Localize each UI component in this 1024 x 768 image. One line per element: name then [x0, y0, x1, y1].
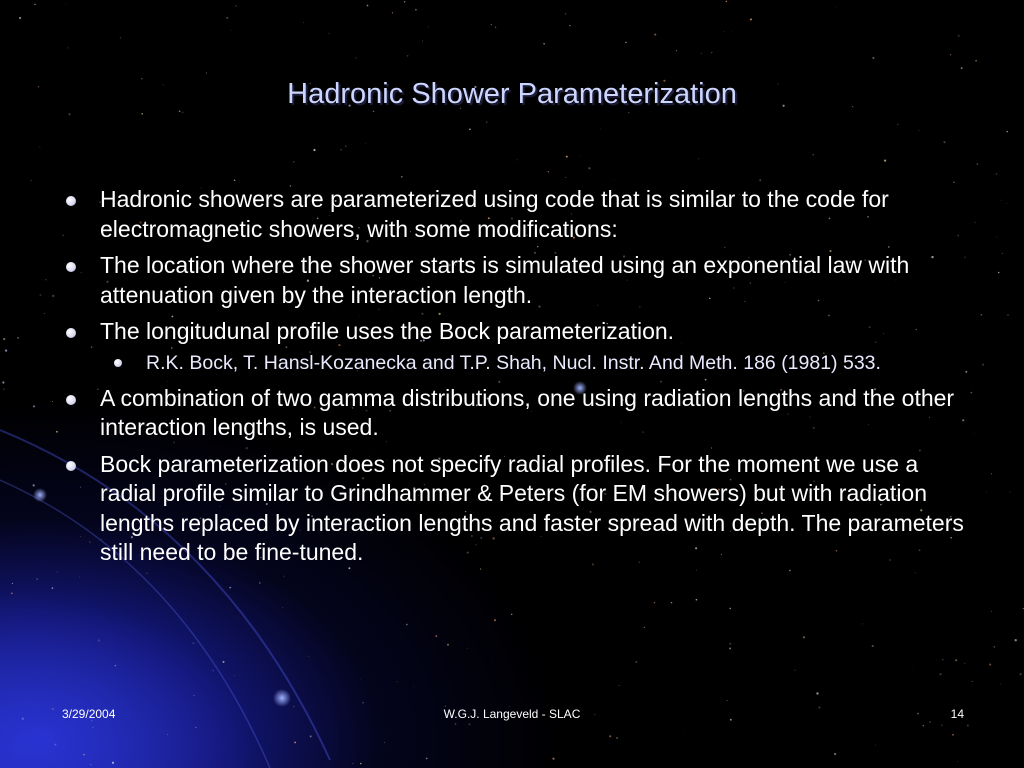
star	[724, 31, 725, 32]
page-number: 14	[950, 707, 964, 721]
star	[352, 763, 354, 765]
star	[44, 313, 45, 314]
star	[90, 764, 91, 765]
star	[600, 129, 601, 130]
star	[355, 57, 356, 58]
star	[365, 144, 366, 145]
bullet-item	[62, 185, 972, 244]
star	[5, 349, 7, 351]
star	[167, 734, 168, 735]
star	[897, 124, 898, 125]
bullet-icon	[66, 196, 76, 206]
star	[1001, 200, 1002, 201]
bullet-text: A combination of two gamma distributions, one using radiation lengths and the other interaction lengths, is used.	[100, 384, 955, 440]
star	[729, 647, 731, 649]
star	[884, 159, 886, 161]
star	[396, 681, 398, 683]
bullet-text: Hadronic showers are parameterized using code that is similar to the code for electromagnetic showers, with some modifications:	[100, 186, 889, 242]
star	[628, 112, 629, 113]
star	[654, 34, 656, 36]
star	[141, 113, 143, 115]
bullet-text: The location where the shower starts is simulated using an exponential law with attenuation given by the interaction length.	[100, 252, 910, 308]
star	[912, 669, 913, 670]
star	[511, 614, 512, 615]
star	[835, 6, 836, 7]
star	[486, 121, 488, 123]
star	[235, 5, 236, 6]
star	[803, 636, 805, 638]
star	[384, 742, 385, 743]
star	[941, 724, 942, 725]
star	[950, 54, 951, 55]
star	[68, 113, 70, 115]
star	[54, 744, 56, 746]
star	[813, 154, 815, 156]
star	[671, 602, 673, 604]
star	[1007, 203, 1008, 204]
star	[11, 592, 13, 594]
star	[492, 657, 493, 658]
star	[989, 664, 991, 666]
star	[993, 174, 994, 175]
star	[834, 753, 836, 755]
star	[795, 670, 796, 671]
star	[1009, 491, 1010, 492]
star	[303, 22, 304, 23]
star	[79, 576, 80, 577]
star	[494, 619, 496, 621]
star	[726, 1, 728, 3]
star	[392, 12, 393, 13]
star	[759, 179, 761, 181]
star	[644, 627, 645, 628]
star	[56, 431, 58, 433]
star	[2, 381, 4, 383]
star	[961, 67, 963, 69]
star	[36, 578, 38, 580]
star	[414, 686, 415, 687]
star	[426, 758, 428, 760]
star	[613, 179, 614, 180]
star	[83, 754, 85, 756]
star	[115, 665, 117, 667]
star	[3, 338, 5, 340]
star	[872, 645, 874, 647]
star	[565, 13, 566, 14]
star	[696, 599, 698, 601]
star	[619, 685, 620, 686]
star	[986, 492, 987, 493]
star	[1007, 315, 1008, 316]
footer-author: W.G.J. Langeveld - SLAC	[443, 707, 581, 721]
star	[19, 17, 21, 19]
star	[967, 724, 969, 726]
star	[422, 41, 423, 42]
sub-bullet-icon	[114, 359, 122, 367]
star	[994, 646, 995, 647]
star	[952, 734, 954, 736]
star	[635, 661, 637, 663]
sub-bullet-text: R.K. Bock, T. Hansl-Kozanecka and T.P. Shah, Nucl. Instr. And Meth. 186 (1981) 533.	[146, 351, 881, 374]
star	[975, 60, 977, 62]
star	[354, 653, 355, 654]
star	[195, 727, 196, 728]
star	[977, 163, 979, 165]
star	[955, 659, 957, 661]
star	[57, 571, 58, 572]
star	[309, 656, 310, 657]
star	[192, 642, 194, 644]
star	[548, 171, 549, 172]
bullet-icon	[66, 395, 76, 405]
star	[616, 737, 618, 739]
star	[996, 236, 997, 237]
star	[543, 43, 545, 45]
star	[367, 5, 369, 7]
star	[996, 173, 998, 175]
star	[222, 661, 224, 663]
star	[435, 635, 437, 637]
star	[943, 141, 945, 143]
bullet-item	[62, 251, 972, 310]
star	[12, 583, 13, 584]
star	[46, 279, 47, 280]
star	[226, 17, 228, 19]
star	[234, 179, 236, 181]
star	[40, 147, 41, 148]
star	[1020, 673, 1022, 675]
slide-body	[62, 185, 972, 575]
star	[31, 180, 32, 181]
star	[467, 648, 468, 649]
star	[491, 24, 492, 25]
star	[401, 176, 403, 178]
star	[958, 35, 960, 37]
bullet-icon	[66, 461, 76, 471]
star	[982, 363, 984, 365]
star	[404, 1, 406, 3]
light-orb	[273, 689, 291, 707]
bullet-item	[62, 384, 972, 443]
star	[964, 663, 965, 664]
star	[862, 623, 863, 624]
star	[991, 473, 992, 474]
star	[701, 53, 702, 54]
star	[157, 731, 158, 732]
star	[517, 159, 518, 160]
star	[1006, 131, 1007, 132]
star	[552, 758, 554, 760]
star	[816, 692, 818, 694]
bullet-item	[62, 450, 972, 568]
star	[234, 675, 235, 676]
star	[991, 611, 992, 612]
star	[33, 405, 35, 407]
star	[407, 55, 409, 57]
star	[872, 57, 874, 59]
star	[468, 723, 470, 725]
star	[52, 401, 53, 402]
star	[727, 700, 728, 701]
star	[65, 3, 66, 4]
star	[294, 741, 296, 743]
bullet-item	[62, 317, 972, 347]
star	[406, 624, 407, 625]
star	[17, 337, 19, 339]
star	[230, 30, 231, 31]
slide-title: Hadronic Shower Parameterization	[287, 78, 737, 110]
star	[341, 149, 342, 150]
star	[120, 37, 121, 38]
star	[293, 161, 294, 162]
star	[729, 608, 731, 610]
star	[229, 587, 231, 589]
star	[569, 25, 570, 26]
light-orb	[33, 488, 47, 502]
star	[259, 582, 260, 583]
star	[580, 156, 581, 157]
star	[67, 47, 68, 48]
star	[1002, 253, 1003, 254]
star	[92, 726, 94, 728]
star	[362, 702, 363, 703]
star	[112, 762, 114, 764]
star	[975, 222, 976, 223]
star	[447, 644, 449, 646]
star	[282, 607, 283, 608]
star	[974, 433, 975, 434]
star	[328, 33, 329, 34]
star	[495, 27, 496, 28]
star	[683, 731, 684, 732]
star	[588, 167, 590, 169]
bullet-icon	[66, 262, 76, 272]
star	[310, 735, 312, 737]
bullet-icon	[66, 328, 76, 338]
star	[676, 50, 677, 51]
star	[415, 9, 417, 11]
star	[654, 602, 656, 604]
star	[98, 639, 100, 641]
star	[566, 156, 568, 158]
star	[428, 27, 429, 28]
star	[729, 643, 731, 645]
footer-date: 3/29/2004	[62, 707, 116, 721]
star	[981, 314, 982, 315]
star	[455, 723, 457, 725]
star	[1000, 684, 1001, 685]
star	[52, 587, 54, 589]
star	[958, 761, 959, 762]
star	[283, 575, 285, 577]
star	[732, 31, 733, 32]
star	[953, 182, 954, 183]
star	[193, 695, 194, 696]
star	[939, 673, 941, 675]
star	[52, 295, 54, 297]
star	[750, 18, 752, 20]
star	[998, 272, 1000, 274]
star	[3, 388, 5, 390]
star	[360, 763, 362, 765]
star	[923, 725, 924, 726]
star	[942, 659, 943, 660]
star	[875, 745, 876, 746]
star	[609, 735, 611, 737]
star	[213, 670, 214, 671]
star	[1015, 639, 1017, 641]
star	[182, 112, 184, 114]
star	[929, 721, 931, 723]
star	[34, 4, 36, 6]
star	[360, 679, 361, 680]
star	[469, 128, 471, 130]
star	[345, 145, 347, 147]
star	[206, 72, 207, 73]
star	[698, 158, 699, 159]
star	[565, 177, 566, 178]
star	[972, 681, 973, 682]
sub-bullet-item	[100, 350, 972, 376]
star	[711, 52, 712, 53]
star	[33, 484, 35, 486]
star	[625, 42, 627, 44]
bullet-text: The longitudunal profile uses the Bock parameterization.	[100, 318, 675, 344]
star	[919, 130, 920, 131]
star	[39, 294, 41, 296]
bullet-text: Bock parameterization does not specify radial profiles. For the moment we use a radial profile similar to Grindhammer & Peters (for EM showers) but with radiation lengths replaced by interaction lengths and faster spread with depth. The parameters still need to be fine-tuned.	[100, 450, 964, 565]
star	[313, 149, 315, 151]
